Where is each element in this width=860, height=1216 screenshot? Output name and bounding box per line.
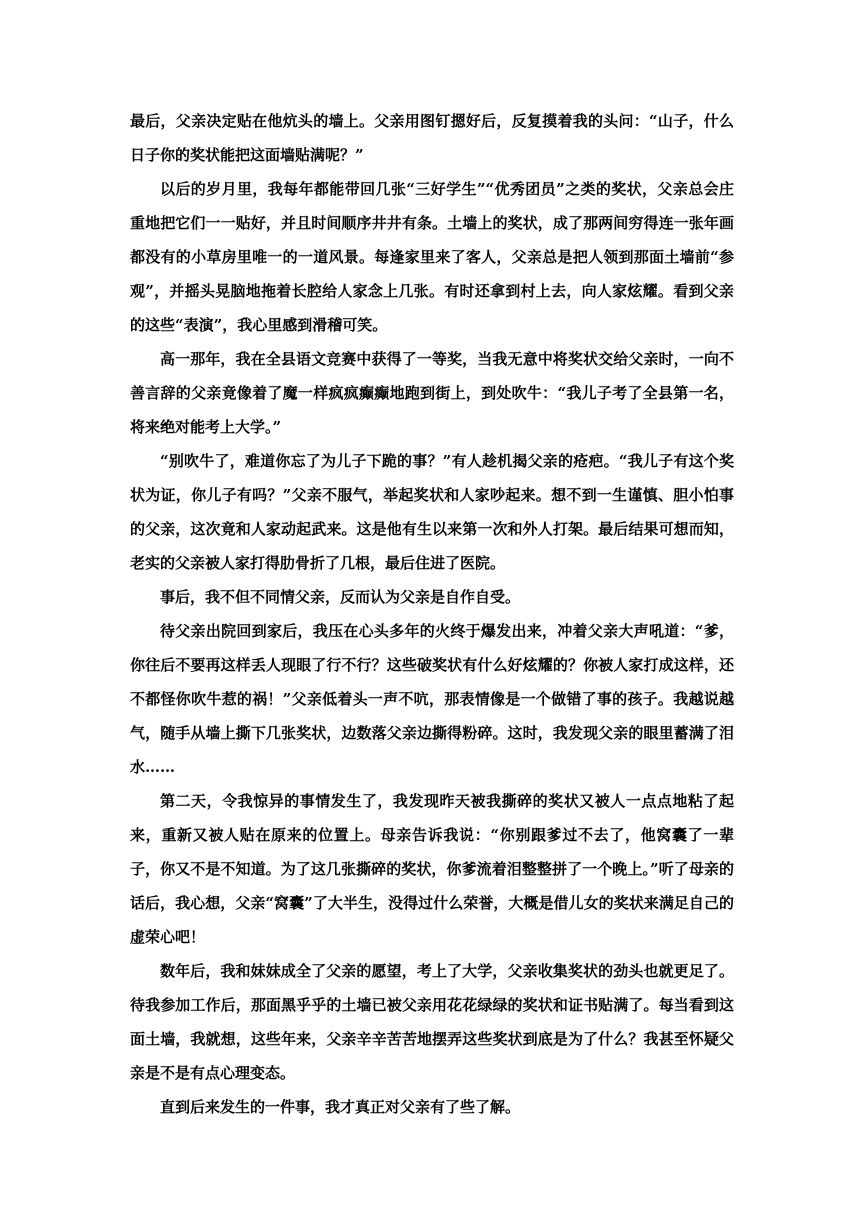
paragraph-8: 数年后，我和妹妹成全了父亲的愿望，考上了大学，父亲收集奖状的劲头也就更足了。待我参加工作后，那面黑乎乎的土墙已被父亲用花花绿绿的奖状和证书贴满了。每当看到这面土墙，我就想，这些年来，父亲辛辛苦苦地摆弄这些奖状到底是为了什么？我甚至怀疑父亲是不是有点心理变态。	[130, 962, 734, 1082]
document-page	[130, 104, 734, 1124]
paragraph-6: 待父亲出院回到家后，我压在心头多年的火终于爆发出来，冲着父亲大声吼道：“爹，你往后不要再这样丢人现眼了行不行？这些破奖状有什么好炫耀的？你被人家打成这样，还不都怪你吹牛惹的祸！”父亲低着头一声不吭，那表情像是一个做错了事的孩子。我越说越气，随手从墙上撕下几张奖状，边数落父亲边撕得粉碎。这时，我发现父亲的眼里蓄满了泪水……	[130, 622, 734, 776]
paragraph-4: “别吹牛了，难道你忘了为儿子下跪的事？”有人趁机揭父亲的疮疤。“我儿子有这个奖状为证，你儿子有吗？”父亲不服气，举起奖状和人家吵起来。想不到一生谨慎、胆小怕事的父亲，这次竟和人家动起武来。这是他有生以来第一次和外人打架。最后结果可想而知，老实的父亲被人家打得肋骨折了几根，最后住进了医院。	[130, 452, 734, 572]
paragraph-1: 最后，父亲决定贴在他炕头的墙上。父亲用图钉摁好后，反复摸着我的头问：“山子，什么日子你的奖状能把这面墙贴满呢？”	[130, 112, 734, 164]
paragraph-9: 直到后来发生的一件事，我才真正对父亲有了些了解。	[160, 1098, 521, 1116]
paragraph-3: 高一那年，我在全县语文竞赛中获得了一等奖，当我无意中将奖状交给父亲时，一向不善言辞的父亲竟像着了魔一样疯疯癫癫地跑到街上，到处吹牛：“我儿子考了全县第一名，将来绝对能考上大学。”	[130, 350, 734, 436]
paragraph-7: 第二天，令我惊异的事情发生了，我发现昨天被我撕碎的奖状又被人一点点地粘了起来，重新又被人贴在原来的位置上。母亲告诉我说：“你别跟爹过不去了，他窝囊了一辈子，你又不是不知道。为了这几张撕碎的奖状，你爹流着泪整整拼了一个晚上。”听了母亲的话后，我心想，父亲“窝囊”了大半生，没得过什么荣誉，大概是借儿女的奖状来满足自己的虚荣心吧！	[130, 792, 734, 946]
paragraph-5: 事后，我不但不同情父亲，反而认为父亲是自作自受。	[160, 588, 521, 606]
paragraph-2: 以后的岁月里，我每年都能带回几张“三好学生”“优秀团员”之类的奖状，父亲总会庄重地把它们一一贴好，并且时间顺序井井有条。土墙上的奖状，成了那两间穷得连一张年画都没有的小草房里唯一的一道风景。每逢家里来了客人，父亲总是把人领到那面土墙前“参观”，并摇头晃脑地拖着长腔给人家念上几张。有时还拿到村上去，向人家炫耀。看到父亲的这些“表演”，我心里感到滑稽可笑。	[130, 180, 734, 334]
